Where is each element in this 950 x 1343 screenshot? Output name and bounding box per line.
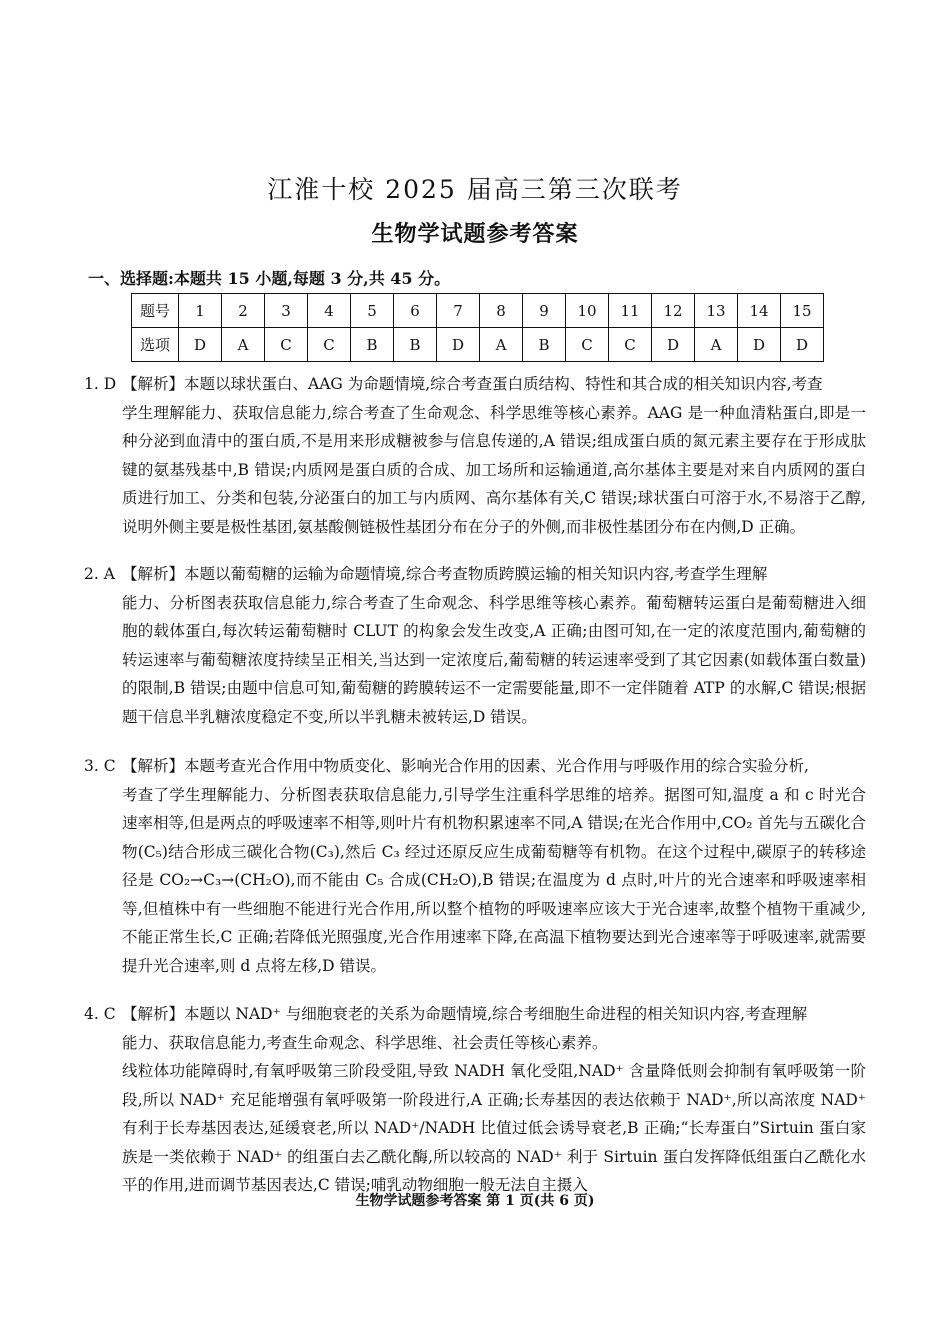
question-number-cell: 8 — [480, 294, 523, 328]
item-text-first: 【解析】本题以球状蛋白、AAG 为命题情境,综合考查蛋白质结构、特性和其合成的相关知识内容,考查 — [122, 375, 823, 393]
answer-cell: A — [480, 328, 523, 362]
question-number-cell: 1 — [179, 294, 222, 328]
item-number: 2. A — [84, 565, 115, 583]
answer-cell: C — [609, 328, 652, 362]
question-number-cell: 6 — [394, 294, 437, 328]
answer-cell: C — [566, 328, 609, 362]
answer-item-2 — [84, 560, 866, 731]
question-number-cell: 13 — [695, 294, 738, 328]
question-number-cell: 5 — [351, 294, 394, 328]
question-number-cell: 12 — [652, 294, 695, 328]
answer-row — [132, 328, 824, 362]
item-number: 3. C — [84, 757, 116, 775]
answer-item-4 — [84, 1000, 866, 1200]
answer-cell: B — [523, 328, 566, 362]
answer-cell: D — [179, 328, 222, 362]
answer-cell: A — [695, 328, 738, 362]
answer-table — [131, 293, 824, 362]
document-subtitle: 生物学试题参考答案 — [371, 221, 579, 247]
answer-cell: B — [351, 328, 394, 362]
item-text-first: 【解析】本题以 NAD⁺ 与细胞衰老的关系为命题情境,综合考细胞生命进程的相关知识内容,考查理解 — [122, 1005, 808, 1023]
item-text: 能力、分析图表获取信息能力,综合考查了生命观念、科学思维等核心素养。葡萄糖转运蛋白是葡萄糖进入细胞的载体蛋白,每次转运葡萄糖时 CLUT 的构象会发生改变,A 正确;由图可知,在一定的浓度范围内,葡萄糖的转运速率与葡萄糖浓度持续呈正相关,当达到一定浓度后,葡萄糖的转运速率受到了其它因素(如载体蛋白数量)的限制,B 错误;由题中信息可知,葡萄糖的跨膜转运不一定需要能量,即不一定伴随着 ATP 的水解,C 错误;根据题干信息半乳糖浓度稳定不变,所以半乳糖未被转运,D 错误。 — [122, 593, 866, 726]
question-number-row — [132, 294, 824, 328]
question-number-cell: 14 — [738, 294, 781, 328]
item-text: 能力、获取信息能力,考查生命观念、科学思维、社会责任等核心素养。 — [122, 1033, 608, 1052]
answer-item-3 — [84, 752, 866, 980]
answer-item-1 — [84, 370, 866, 541]
item-text-paragraph: 线粒体功能障碍时,有氧呼吸第三阶段受阻,导致 NADH 氧化受阻,NAD⁺ 含量降低则会抑制有氧呼吸第一阶段,所以 NAD⁺ 充足能增强有氧呼吸第一阶段进行,A 正确;长寿基因的表达依赖于 NAD⁺,所以高浓度 NAD⁺ 有利于长寿基因表达,延缓衰老,所以 NAD⁺/NADH 比值过低会诱导衰老,B 正确;“长寿蛋白”Sirtuin 蛋白家族是一类依赖于 NAD⁺ 的组蛋白去乙酰化酶,所以较高的 NAD⁺ 利于 Sirtuin 蛋白发挥降低组蛋白乙酰化水平的作用,进而调节基因表达,C 错误;哺乳动物细胞一般无法自主摄入 — [122, 1062, 866, 1194]
item-number: 1. D — [84, 375, 117, 393]
row-label-answer: 选项 — [132, 328, 179, 362]
item-number: 4. C — [84, 1005, 116, 1023]
question-number-cell: 10 — [566, 294, 609, 328]
question-number-cell: 15 — [781, 294, 824, 328]
question-number-cell: 4 — [308, 294, 351, 328]
page-footer: 生物学试题参考答案 第 1 页(共 6 页) — [355, 1193, 595, 1209]
answer-cell: D — [437, 328, 480, 362]
question-number-cell: 9 — [523, 294, 566, 328]
question-number-cell: 3 — [265, 294, 308, 328]
question-number-cell: 2 — [222, 294, 265, 328]
item-text-first: 【解析】本题考查光合作用中物质变化、影响光合作用的因素、光合作用与呼吸作用的综合实验分析, — [122, 757, 809, 775]
item-text-first: 【解析】本题以葡萄糖的运输为命题情境,综合考查物质跨膜运输的相关知识内容,考查学生理解 — [122, 565, 768, 583]
answer-cell: D — [652, 328, 695, 362]
answer-cell: A — [222, 328, 265, 362]
item-text: 学生理解能力、获取信息能力,综合考查了生命观念、科学思维等核心素养。AAG 是一种血清粘蛋白,即是一种分泌到血清中的蛋白质,不是用来形成糖被参与信息传递的,A 错误;组成蛋白质的氮元素主要存在于形成肽键的氨基残基中,B 错误;内质网是蛋白质的合成、加工场所和运输通道,高尔基体主要是对来自内质网的蛋白质进行加工、分类和包装,分泌蛋白的加工与内质网、高尔基体有关,C 错误;球状蛋白可溶于水,不易溶于乙醇,说明外侧主要是极性基团,氨基酸侧链极性基团分布在分子的外侧,而非极性基团分布在内侧,D 正确。 — [122, 403, 866, 536]
answer-cell: D — [781, 328, 824, 362]
section-heading: 一、选择题:本题共 15 小题,每题 3 分,共 45 分。 — [88, 269, 451, 288]
answer-cell: D — [738, 328, 781, 362]
answer-cell: B — [394, 328, 437, 362]
row-label-number: 题号 — [132, 294, 179, 328]
answer-cell: C — [308, 328, 351, 362]
answer-cell: C — [265, 328, 308, 362]
exam-title: 江淮十校 2025 届高三第三次联考 — [267, 175, 683, 204]
question-number-cell: 7 — [437, 294, 480, 328]
question-number-cell: 11 — [609, 294, 652, 328]
item-text: 考查了学生理解能力、分析图表获取信息能力,引导学生注重科学思维的培养。据图可知,温度 a 和 c 时光合速率相等,但是两点的呼吸速率不相等,则叶片有机物积累速率不同,A 错误;在光合作用中,CO₂ 首先与五碳化合物(C₅)结合形成三碳化合物(C₃),然后 C₃ 经过还原反应生成葡萄糖等有机物。在这个过程中,碳原子的转移途径是 CO₂→C₃→(CH₂O),而不能由 C₅ 合成(CH₂O),B 错误;在温度为 d 点时,叶片的光合速率和呼吸速率相等,但植株中有一些细胞不能进行光合作用,所以整个植物的呼吸速率应该大于光合速率,故整个植物干重减少,不能正常生长,C 正确;若降低光照强度,光合作用速率下降,在高温下植物要达到光合速率等于呼吸速率,就需要提升光合速率,则 d 点将左移,D 错误。 — [122, 785, 866, 975]
